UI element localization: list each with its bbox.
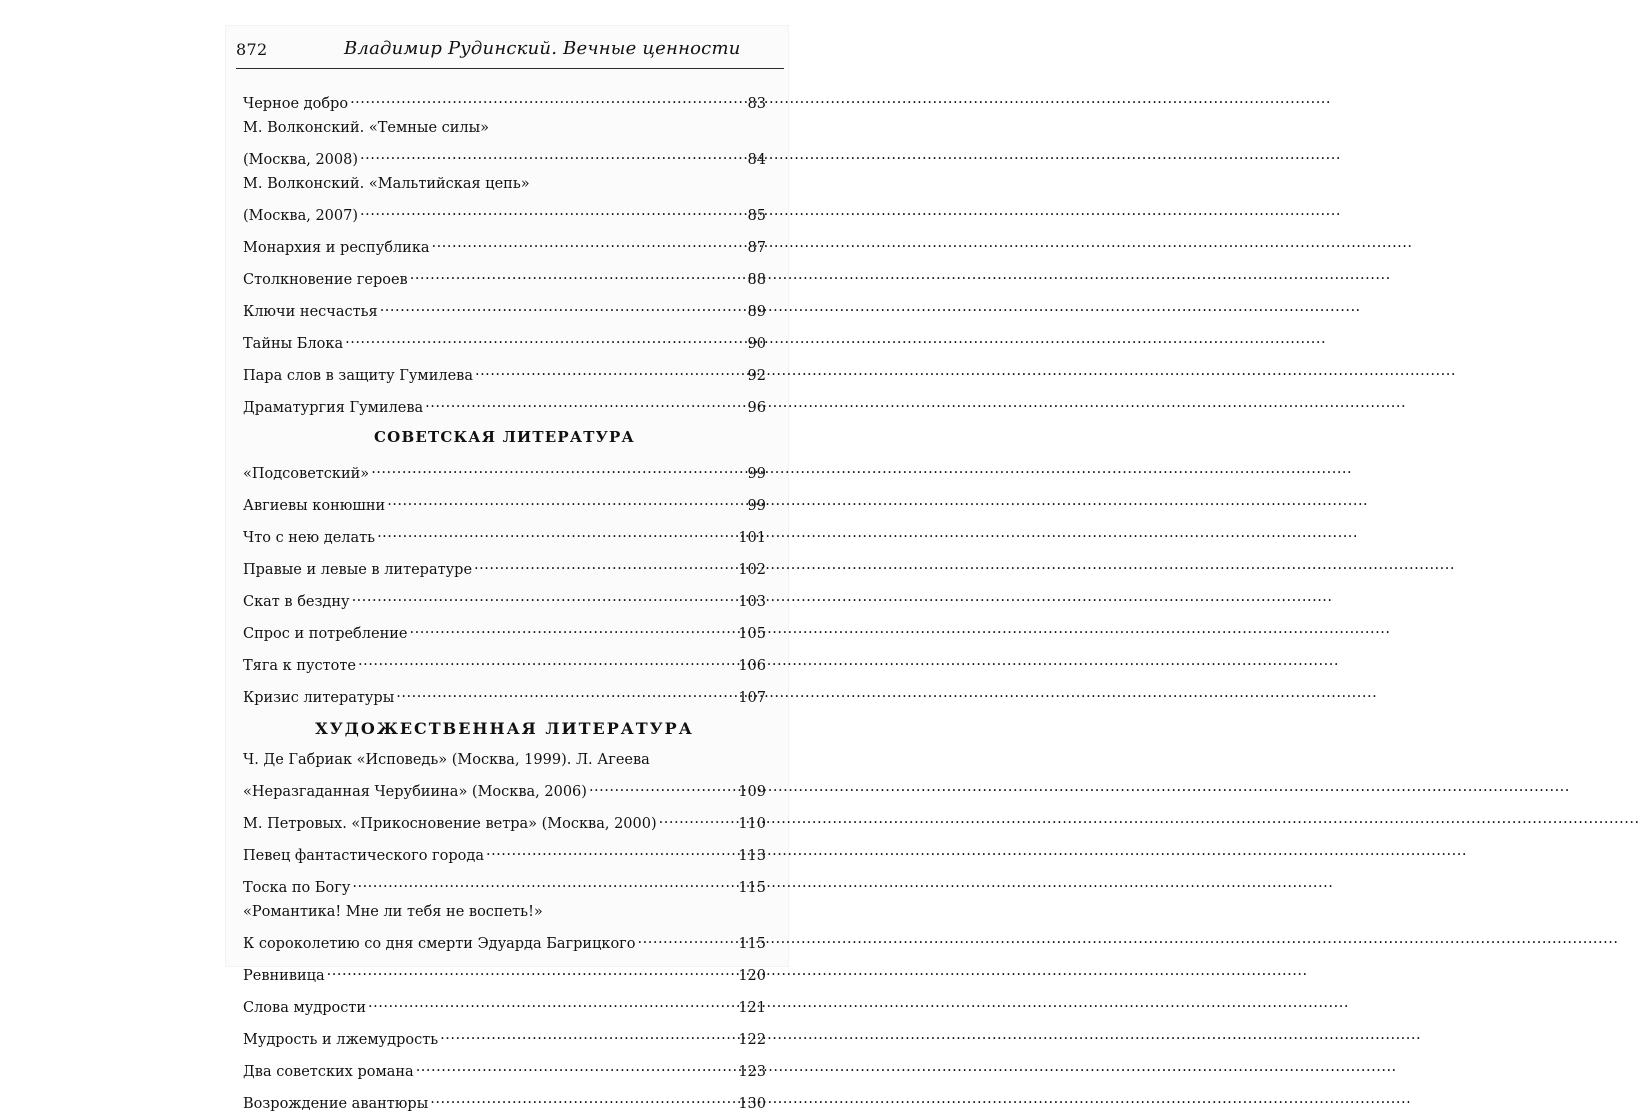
toc-entry-title: Мудрость и лжемудрость [243, 1032, 439, 1048]
leader-dots [474, 550, 736, 574]
toc-entry-page: 107 [738, 690, 766, 706]
toc-entry-title: Возрождение авантюры [243, 1096, 429, 1112]
toc-entry-title: Авгиевы конюшни [243, 498, 386, 514]
toc-entry [243, 900, 766, 956]
leader-dots [589, 772, 736, 796]
toc-entry [243, 228, 766, 260]
toc-entry [243, 172, 766, 228]
section-title-soviet-literature: СОВЕТСКАЯ ЛИТЕРАТУРА [374, 428, 635, 446]
toc-entry-title: Кризис литературы [243, 690, 395, 706]
leader-dots [425, 388, 745, 412]
toc-entry-title: Столкновение героев [243, 272, 408, 288]
leader-dots [475, 356, 746, 380]
toc-entry [243, 84, 766, 116]
toc-entry [243, 356, 766, 388]
toc-entry-title: Слова мудрости [243, 1000, 367, 1016]
toc-entry-title: Монархия и республика [243, 240, 430, 256]
toc-entry-title: Спрос и потребление [243, 626, 408, 642]
toc-entry-title: «Романтика! Мне ли тебя не воспеть!» [243, 904, 543, 920]
leader-dots [350, 84, 745, 108]
toc-entry-title: Певец фантастического города [243, 848, 484, 864]
toc-entry-page: 113 [738, 848, 766, 864]
toc-entry-title: (Москва, 2007) [243, 208, 359, 224]
toc-group-2 [243, 454, 766, 710]
running-title: Владимир Рудинский. Вечные ценности [344, 38, 741, 59]
toc-entry-title: «Подсоветский» [243, 466, 370, 482]
toc-entry [243, 292, 766, 324]
toc-entry [243, 388, 766, 420]
toc-entry [243, 836, 766, 868]
leader-dots [387, 486, 745, 510]
toc-entry-page: 87 [747, 240, 766, 256]
leader-dots [368, 988, 736, 1012]
toc-entry [243, 486, 766, 518]
leader-dots [430, 1084, 736, 1108]
toc-entry-page: 88 [747, 272, 766, 288]
toc-entry-page: 90 [747, 336, 766, 352]
toc-entry-title: Правые и левые в литературе [243, 562, 473, 578]
toc-entry-page: 115 [738, 880, 766, 896]
toc-entry-page: 123 [738, 1064, 766, 1080]
toc-entry [243, 518, 766, 550]
toc-entry [243, 116, 766, 172]
toc-entry-page: 96 [747, 400, 766, 416]
toc-entry-page: 89 [747, 304, 766, 320]
leader-dots [327, 956, 737, 980]
toc-entry [243, 868, 766, 900]
toc-entry-title: Тоска по Богу [243, 880, 351, 896]
leader-dots [416, 1052, 737, 1076]
toc-entry [243, 550, 766, 582]
toc-entry-title: Ключи несчастья [243, 304, 378, 320]
toc-entry-page: 101 [738, 530, 766, 546]
toc-entry-page: 110 [738, 816, 766, 832]
toc-group-3 [243, 748, 766, 1116]
leader-dots [440, 1020, 736, 1044]
leader-dots [377, 518, 736, 542]
leader-dots [409, 614, 736, 638]
toc-entry-page: 102 [738, 562, 766, 578]
leader-dots [360, 196, 746, 220]
toc-entry-page: 121 [738, 1000, 766, 1016]
leader-dots [345, 324, 745, 348]
toc-entry [243, 324, 766, 356]
toc-entry [243, 956, 766, 988]
toc-entry [243, 614, 766, 646]
toc-entry-page: 92 [747, 368, 766, 384]
toc-entry [243, 646, 766, 678]
leader-dots [380, 292, 746, 316]
toc-group-1 [243, 84, 766, 420]
toc-entry-page: 115 [738, 936, 766, 952]
toc-entry-title: М. Волконский. «Мальтийская цепь» [243, 176, 530, 192]
toc-entry [243, 454, 766, 486]
leader-dots [659, 804, 737, 828]
toc-entry-title: «Неразгаданная Черубиина» (Москва, 2006) [243, 784, 587, 800]
leader-dots [371, 454, 745, 478]
leader-dots [352, 868, 736, 892]
toc-entry-page: 130 [738, 1096, 766, 1112]
toc-entry-title: Два советских романа [243, 1064, 414, 1080]
toc-entry-title: Что с нею делать [243, 530, 376, 546]
page-number: 872 [236, 40, 268, 59]
leader-dots [396, 678, 736, 702]
table-of-contents [243, 84, 766, 1116]
toc-entry [243, 582, 766, 614]
leader-dots [358, 646, 736, 670]
toc-entry [243, 1020, 766, 1052]
toc-entry-title: (Москва, 2008) [243, 152, 359, 168]
toc-entry-page: 85 [747, 208, 766, 224]
toc-entry-page: 120 [738, 968, 766, 984]
toc-entry-title: Пара слов в защиту Гумилева [243, 368, 473, 384]
toc-entry-page: 84 [747, 152, 766, 168]
leader-dots [360, 140, 746, 164]
toc-entry-title: Ч. Де Габриак «Исповедь» (Москва, 1999). Л. Агеева [243, 752, 650, 768]
toc-entry [243, 988, 766, 1020]
toc-entry-title: М. Петровых. «Прикосновение ветра» (Москва, 2000) [243, 816, 657, 832]
leader-dots [486, 836, 736, 860]
toc-entry-page: 99 [747, 498, 766, 514]
toc-entry-page: 105 [738, 626, 766, 642]
leader-dots [410, 260, 746, 284]
toc-entry-page: 109 [738, 784, 766, 800]
toc-entry-page: 99 [747, 466, 766, 482]
leader-dots [432, 228, 746, 252]
page-header [236, 34, 784, 69]
toc-entry-title: Скат в бездну [243, 594, 350, 610]
toc-entry-page: 122 [738, 1032, 766, 1048]
toc-entry [243, 748, 766, 804]
toc-entry [243, 1084, 766, 1116]
toc-entry-page: 83 [747, 96, 766, 112]
toc-entry-title: Тайны Блока [243, 336, 344, 352]
leader-dots [638, 924, 737, 948]
toc-entry-title: К сороколетию со дня смерти Эдуарда Багрицкого [243, 936, 636, 952]
toc-entry-page: 106 [738, 658, 766, 674]
toc-entry-page: 103 [738, 594, 766, 610]
toc-entry [243, 1052, 766, 1084]
toc-entry [243, 804, 766, 836]
toc-entry [243, 678, 766, 710]
section-title-fiction: ХУДОЖЕСТВЕННАЯ ЛИТЕРАТУРА [315, 719, 694, 738]
toc-entry-title: Ревнивица [243, 968, 325, 984]
toc-entry-title: Драматургия Гумилева [243, 400, 424, 416]
toc-entry-title: Тяга к пустоте [243, 658, 357, 674]
leader-dots [352, 582, 737, 606]
toc-entry-title: М. Волконский. «Темные силы» [243, 120, 490, 136]
toc-entry-title: Черное добро [243, 96, 349, 112]
toc-entry [243, 260, 766, 292]
